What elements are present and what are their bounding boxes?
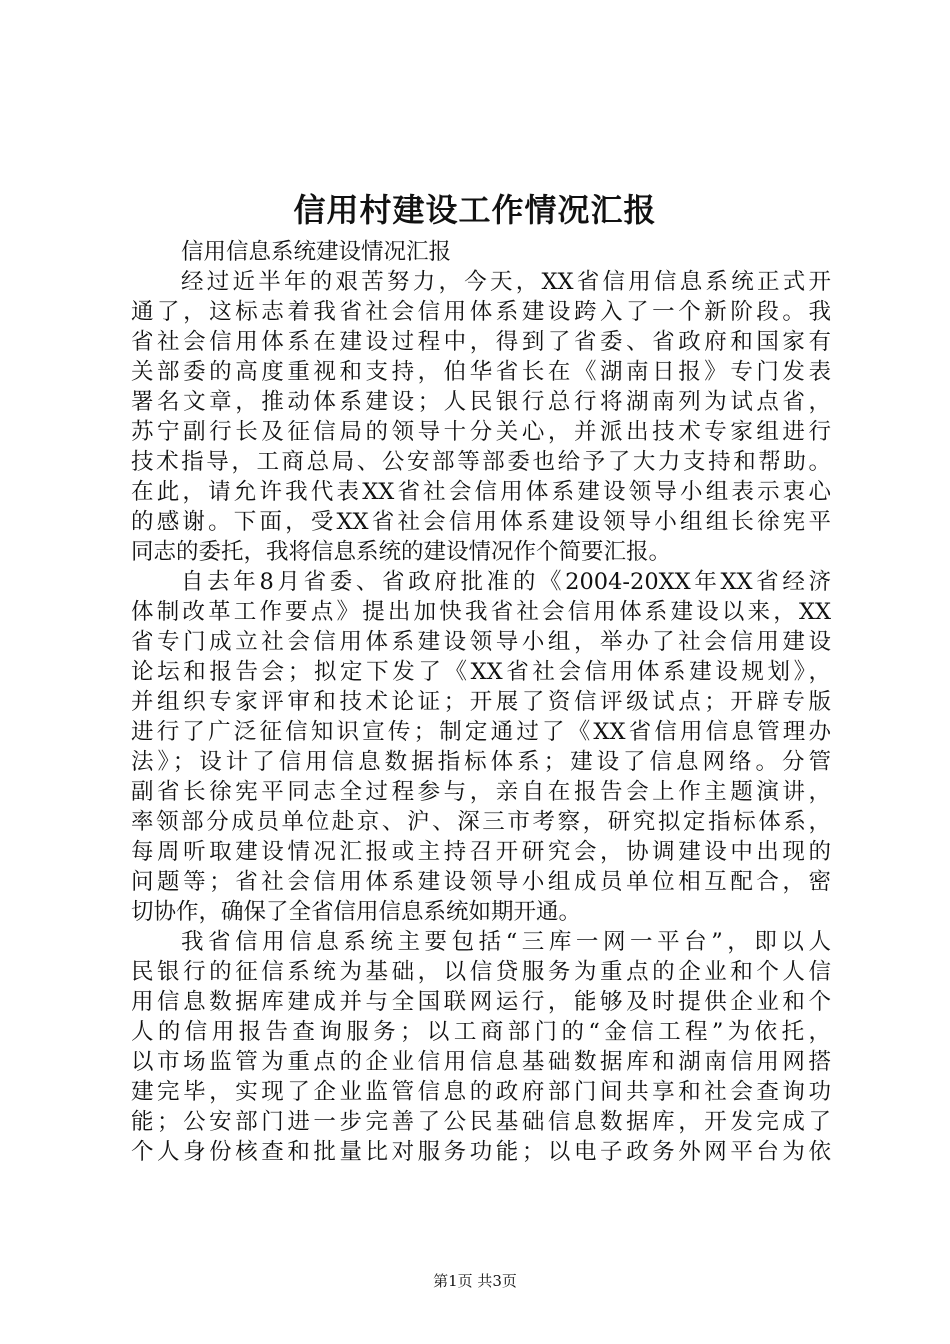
body-line: 每周听取建设情况汇报或主持召开研究会，协调建设中出现的 [131, 839, 831, 865]
body-line: 省专门成立社会信用体系建设领导小组，举办了社会信用建设 [131, 629, 831, 655]
body-line: 技术指导，工商总局、公安部等部委也给予了大力支持和帮助。 [131, 449, 831, 475]
body-line: 建完毕，实现了企业监管信息的政府部门间共享和社会查询功 [131, 1079, 831, 1105]
body-line: 副省长徐宪平同志全过程参与，亲自在报告会上作主题演讲， [131, 779, 831, 805]
body-line: 信用信息系统建设情况汇报 [181, 239, 452, 265]
body-line: 我省信用信息系统主要包括“三库一网一平台”，即以人 [181, 929, 831, 955]
body-line: 法》；设计了信用信息数据指标体系；建设了信息网络。分管 [131, 749, 831, 775]
body-line: 苏宁副行长及征信局的领导十分关心，并派出技术专家组进行 [131, 419, 831, 445]
body-line: 体制改革工作要点》提出加快我省社会信用体系建设以来，XX [131, 599, 831, 625]
document-body [131, 237, 831, 1167]
body-line: 并组织专家评审和技术论证；开展了资信评级试点；开辟专版 [131, 689, 831, 715]
body-line: 在此，请允许我代表XX省社会信用体系建设领导小组表示衷心 [131, 479, 831, 505]
body-line: 经过近半年的艰苦努力，今天，XX省信用信息系统正式开 [181, 269, 831, 295]
page-number-footer: 第1页 共3页 [433, 1272, 517, 1290]
body-line: 用信息数据库建成并与全国联网运行，能够及时提供企业和个 [131, 989, 831, 1015]
body-line: 以市场监管为重点的企业信用信息基础数据库和湖南信用网搭 [131, 1049, 831, 1075]
body-line: 问题等；省社会信用体系建设领导小组成员单位相互配合，密 [131, 869, 831, 895]
body-line: 率领部分成员单位赴京、沪、深三市考察，研究拟定指标体系， [131, 809, 831, 835]
body-line: 通了，这标志着我省社会信用体系建设跨入了一个新阶段。我 [131, 299, 831, 325]
body-line: 关部委的高度重视和支持，伯华省长在《湖南日报》专门发表 [131, 359, 831, 385]
body-line: 署名文章，推动体系建设；人民银行总行将湖南列为试点省， [131, 389, 831, 415]
document-title: 信用村建设工作情况汇报 [293, 191, 657, 229]
body-line: 进行了广泛征信知识宣传；制定通过了《XX省信用信息管理办 [131, 719, 831, 745]
body-line: 个人身份核查和批量比对服务功能；以电子政务外网平台为依 [131, 1139, 831, 1165]
body-line: 同志的委托，我将信息系统的建设情况作个简要汇报。 [131, 539, 672, 565]
body-line: 人的信用报告查询服务；以工商部门的“金信工程”为依托， [131, 1019, 831, 1045]
body-line: 的感谢。下面，受XX省社会信用体系建设领导小组组长徐宪平 [131, 509, 831, 535]
body-line: 省社会信用体系在建设过程中，得到了省委、省政府和国家有 [131, 329, 831, 355]
body-line: 自去年8月省委、省政府批准的《2004-20XX年XX省经济 [181, 569, 831, 595]
body-line: 论坛和报告会；拟定下发了《XX省社会信用体系建设规划》， [131, 659, 831, 685]
body-line: 能；公安部门进一步完善了公民基础信息数据库，开发完成了 [131, 1109, 831, 1135]
body-line: 民银行的征信系统为基础，以信贷服务为重点的企业和个人信 [131, 959, 831, 985]
body-line: 切协作，确保了全省信用信息系统如期开通。 [131, 899, 582, 925]
